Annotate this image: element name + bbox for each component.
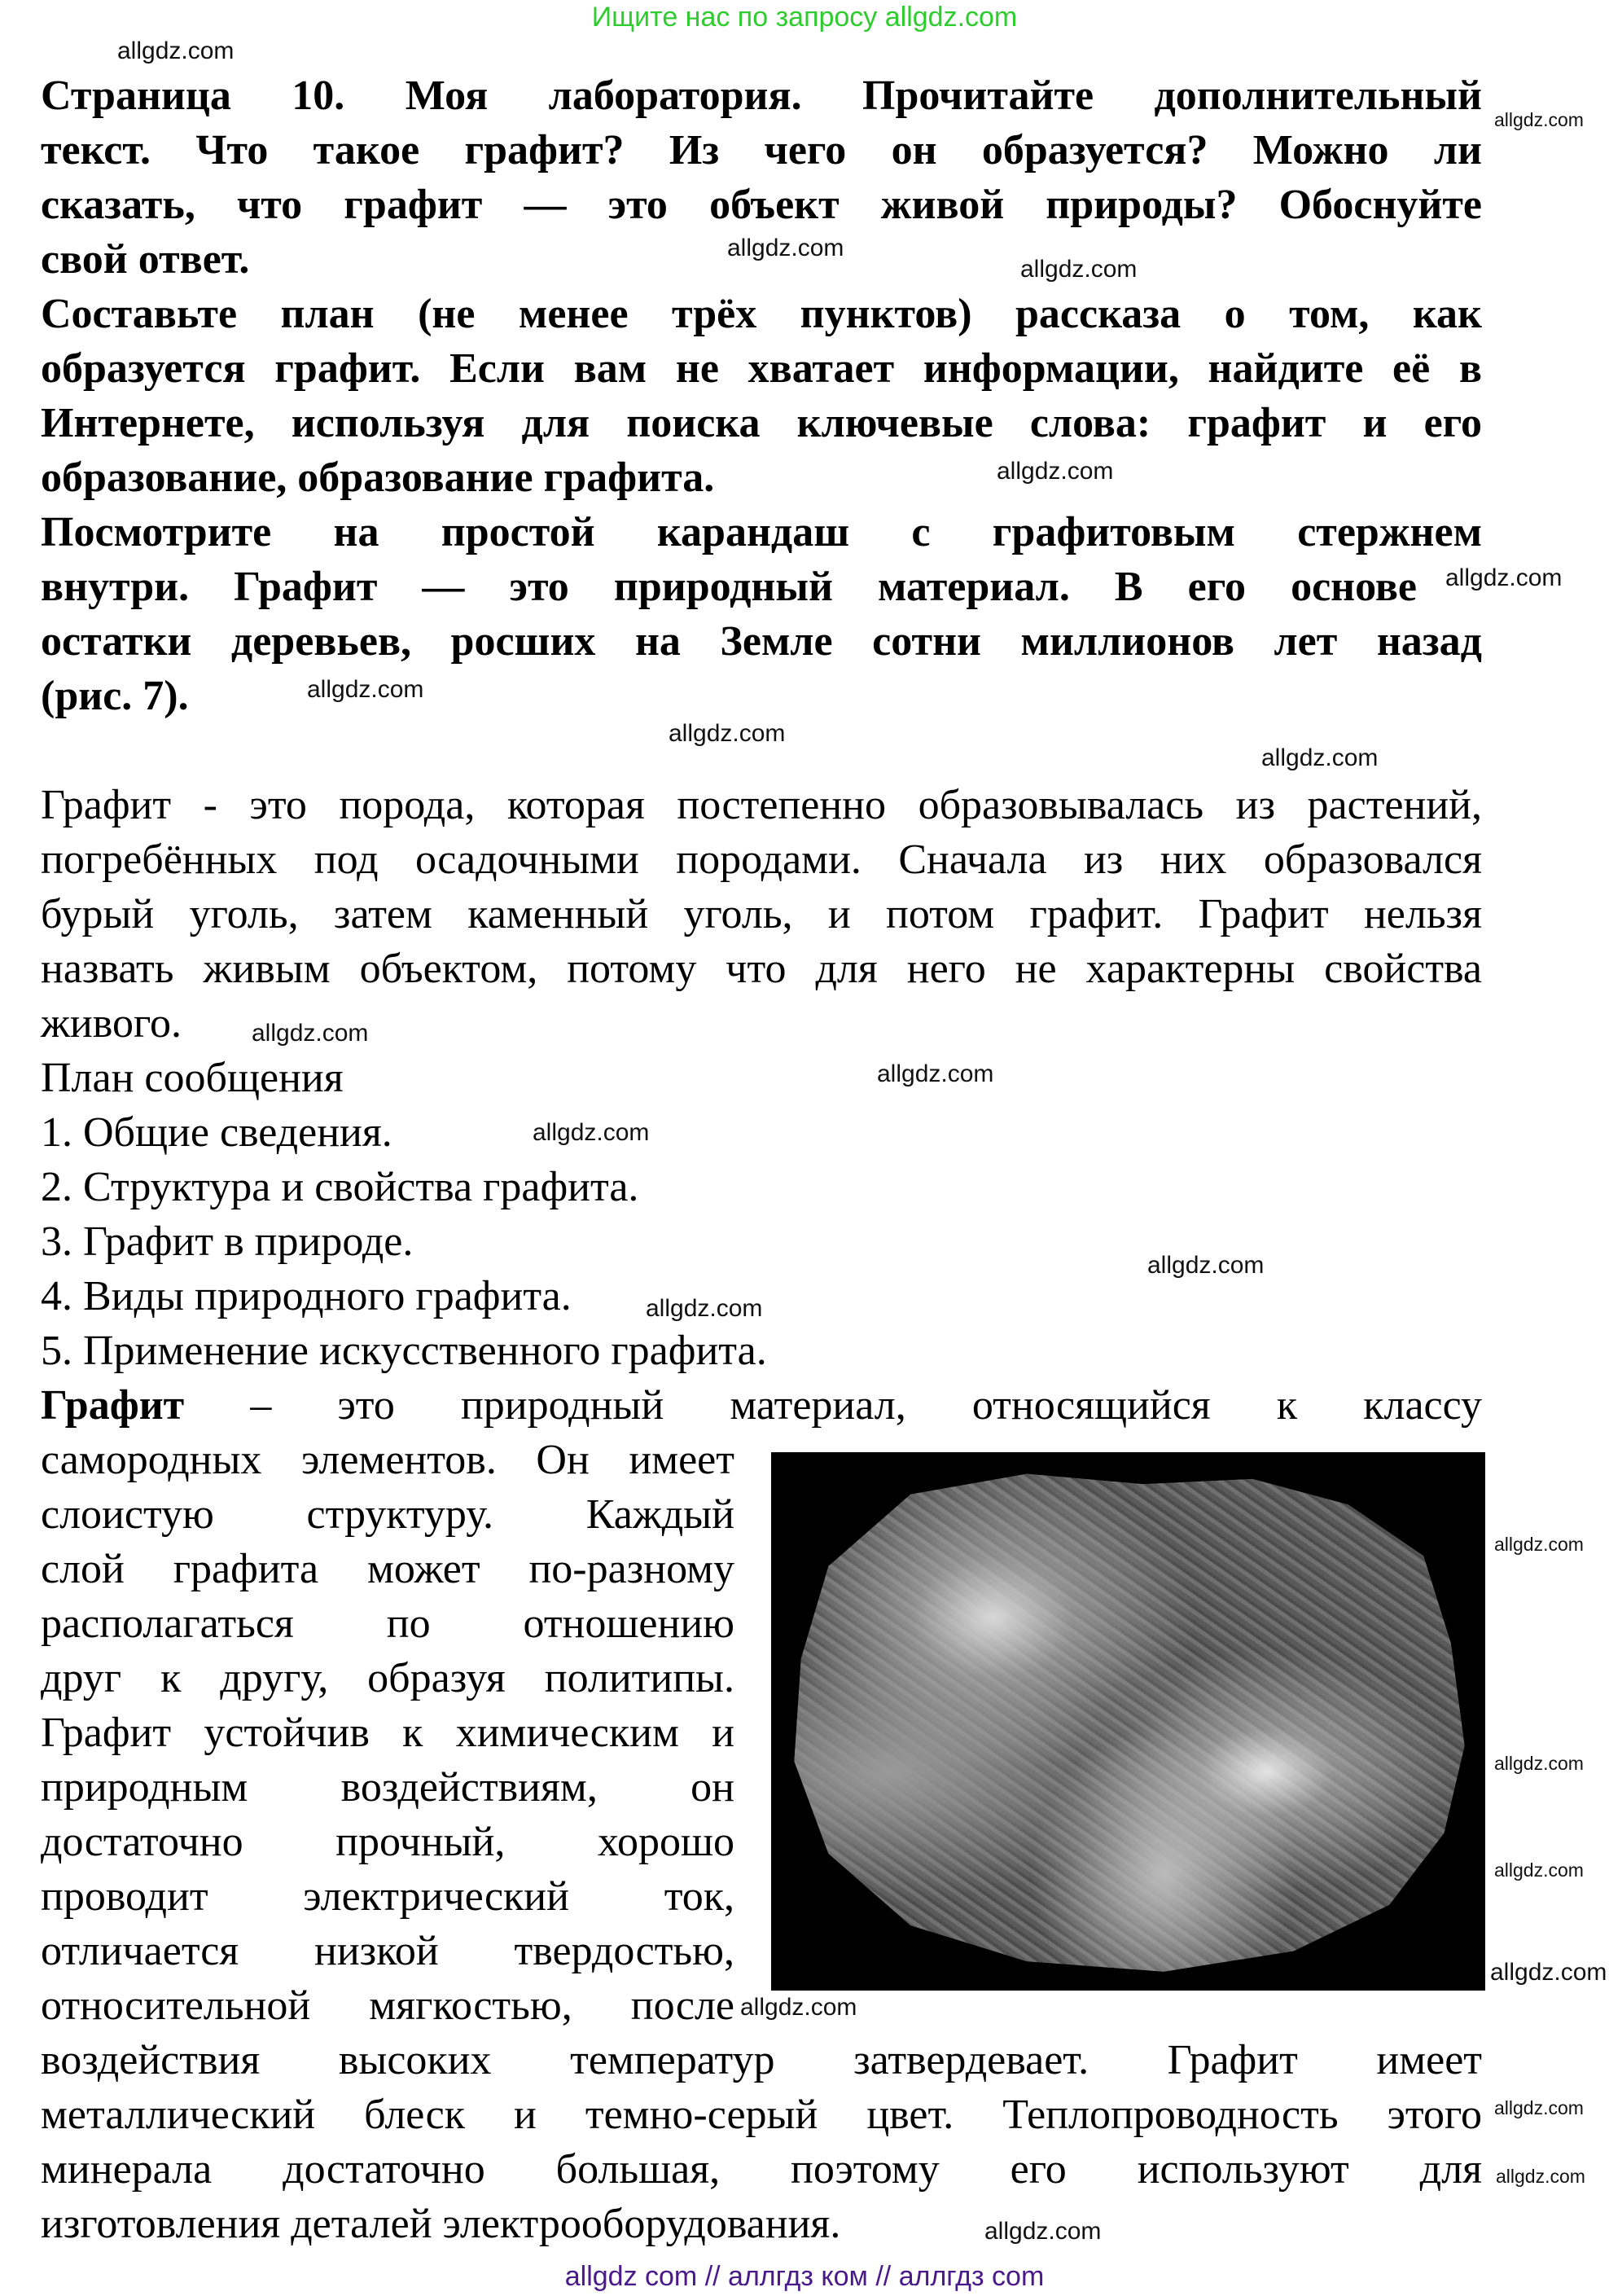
task-line: остатки деревьев, росших на Земле сотни миллионов лет назад bbox=[41, 618, 1482, 665]
watermark: allgdz.com bbox=[1494, 2097, 1584, 2118]
answer-line: металлический блеск и темно-серый цвет. Теплопроводность этого bbox=[41, 2092, 1482, 2138]
plan-title: План сообщения bbox=[41, 1055, 344, 1101]
task-line: текст. Что такое графит? Из чего он образуется? Можно ли bbox=[41, 127, 1482, 173]
watermark: allgdz.com bbox=[1445, 564, 1563, 591]
footer-links[interactable]: allgdz com // аллгдз ком // аллгдз com bbox=[564, 2261, 1045, 2292]
answer-line: назвать живым объектом, потому что для него не характерны свойства bbox=[41, 946, 1482, 992]
answer-line: слоистую структуру. Каждый bbox=[41, 1491, 734, 1538]
plan-item: 4. Виды природного графита. bbox=[41, 1273, 572, 1319]
plan-item: 3. Графит в природе. bbox=[41, 1218, 414, 1265]
answer-line: воздействия высоких температур затвердевает. Графит имеет bbox=[41, 2037, 1482, 2083]
watermark: allgdz.com bbox=[117, 37, 235, 64]
answer-line: относительной мягкостью, после bbox=[41, 1982, 734, 2029]
definition-text: – это природный материал, относящийся к классу bbox=[250, 1382, 1483, 1429]
definition-line bbox=[41, 1378, 1482, 1433]
answer-line: минерала достаточно большая, поэтому его используют для bbox=[41, 2146, 1482, 2193]
watermark: allgdz.com bbox=[646, 1295, 763, 1322]
answer-line: располагаться по отношению bbox=[41, 1600, 734, 1647]
watermark: allgdz.com bbox=[1494, 109, 1584, 130]
answer-line: живого. bbox=[41, 1000, 182, 1047]
watermark: allgdz.com bbox=[997, 458, 1114, 485]
task-line: образование, образование графита. bbox=[41, 454, 715, 501]
answer-line: погребённых под осадочными породами. Сначала из них образовался bbox=[41, 836, 1482, 883]
task-line: Составьте план (не менее трёх пунктов) рассказа о том, как bbox=[41, 291, 1482, 337]
task-line: образуется графит. Если вам не хватает информации, найдите её в bbox=[41, 345, 1482, 392]
watermark: allgdz.com bbox=[533, 1119, 650, 1146]
answer-line: природным воздействиям, он bbox=[41, 1764, 734, 1811]
watermark: allgdz.com bbox=[307, 676, 424, 703]
watermark: allgdz.com bbox=[1494, 1534, 1584, 1555]
task-line: Интернете, используя для поиска ключевые слова: графит и его bbox=[41, 400, 1482, 446]
plan-item: 2. Структура и свойства графита. bbox=[41, 1164, 639, 1210]
task-line: внутри. Графит — это природный материал. В его основе bbox=[41, 564, 1417, 610]
answer-line: самородных элементов. Он имеет bbox=[41, 1437, 734, 1483]
graphite-photo bbox=[771, 1452, 1485, 1991]
answer-line: проводит электрический ток, bbox=[41, 1873, 734, 1920]
watermark: allgdz.com bbox=[740, 1994, 857, 2021]
watermark: allgdz.com bbox=[877, 1060, 994, 1087]
plan-item: 5. Применение искусственного графита. bbox=[41, 1328, 767, 1374]
watermark: allgdz.com bbox=[1496, 2166, 1585, 2187]
answer-line: слой графита может по-разному bbox=[41, 1546, 734, 1592]
answer-line: достаточно прочный, хорошо bbox=[41, 1819, 734, 1865]
task-line: (рис. 7). bbox=[41, 673, 189, 719]
watermark: allgdz.com bbox=[984, 2218, 1102, 2245]
watermark: allgdz.com bbox=[1020, 256, 1138, 283]
task-line: Страница 10. Моя лаборатория. Прочитайте дополнительный bbox=[41, 72, 1482, 119]
watermark: allgdz.com bbox=[1147, 1252, 1265, 1279]
search-banner[interactable]: Ищите нас по запросу allgdz.com bbox=[591, 2, 1018, 33]
answer-line: Графит устойчив к химическим и bbox=[41, 1710, 734, 1756]
watermark: allgdz.com bbox=[727, 235, 844, 261]
watermark: allgdz.com bbox=[1490, 1959, 1607, 1986]
watermark: allgdz.com bbox=[1494, 1859, 1584, 1881]
task-line: свой ответ. bbox=[41, 236, 250, 283]
answer-line: Графит - это порода, которая постепенно образовывалась из растений, bbox=[41, 782, 1482, 828]
graphite-rock-image bbox=[787, 1464, 1471, 1977]
watermark: allgdz.com bbox=[1261, 744, 1379, 771]
watermark: allgdz.com bbox=[669, 720, 786, 747]
watermark: allgdz.com bbox=[1494, 1753, 1584, 1774]
answer-line: друг к другу, образуя политипы. bbox=[41, 1655, 734, 1701]
answer-line: бурый уголь, затем каменный уголь, и потом графит. Графит нельзя bbox=[41, 891, 1482, 937]
plan-item: 1. Общие сведения. bbox=[41, 1109, 392, 1156]
task-line: сказать, что графит — это объект живой природы? Обоснуйте bbox=[41, 182, 1482, 228]
answer-line: изготовления деталей электрооборудования. bbox=[41, 2201, 841, 2247]
task-line: Посмотрите на простой карандаш с графитовым стержнем bbox=[41, 509, 1482, 555]
definition-term: Графит bbox=[41, 1382, 185, 1429]
watermark: allgdz.com bbox=[252, 1020, 369, 1047]
answer-line: отличается низкой твердостью, bbox=[41, 1928, 734, 1974]
